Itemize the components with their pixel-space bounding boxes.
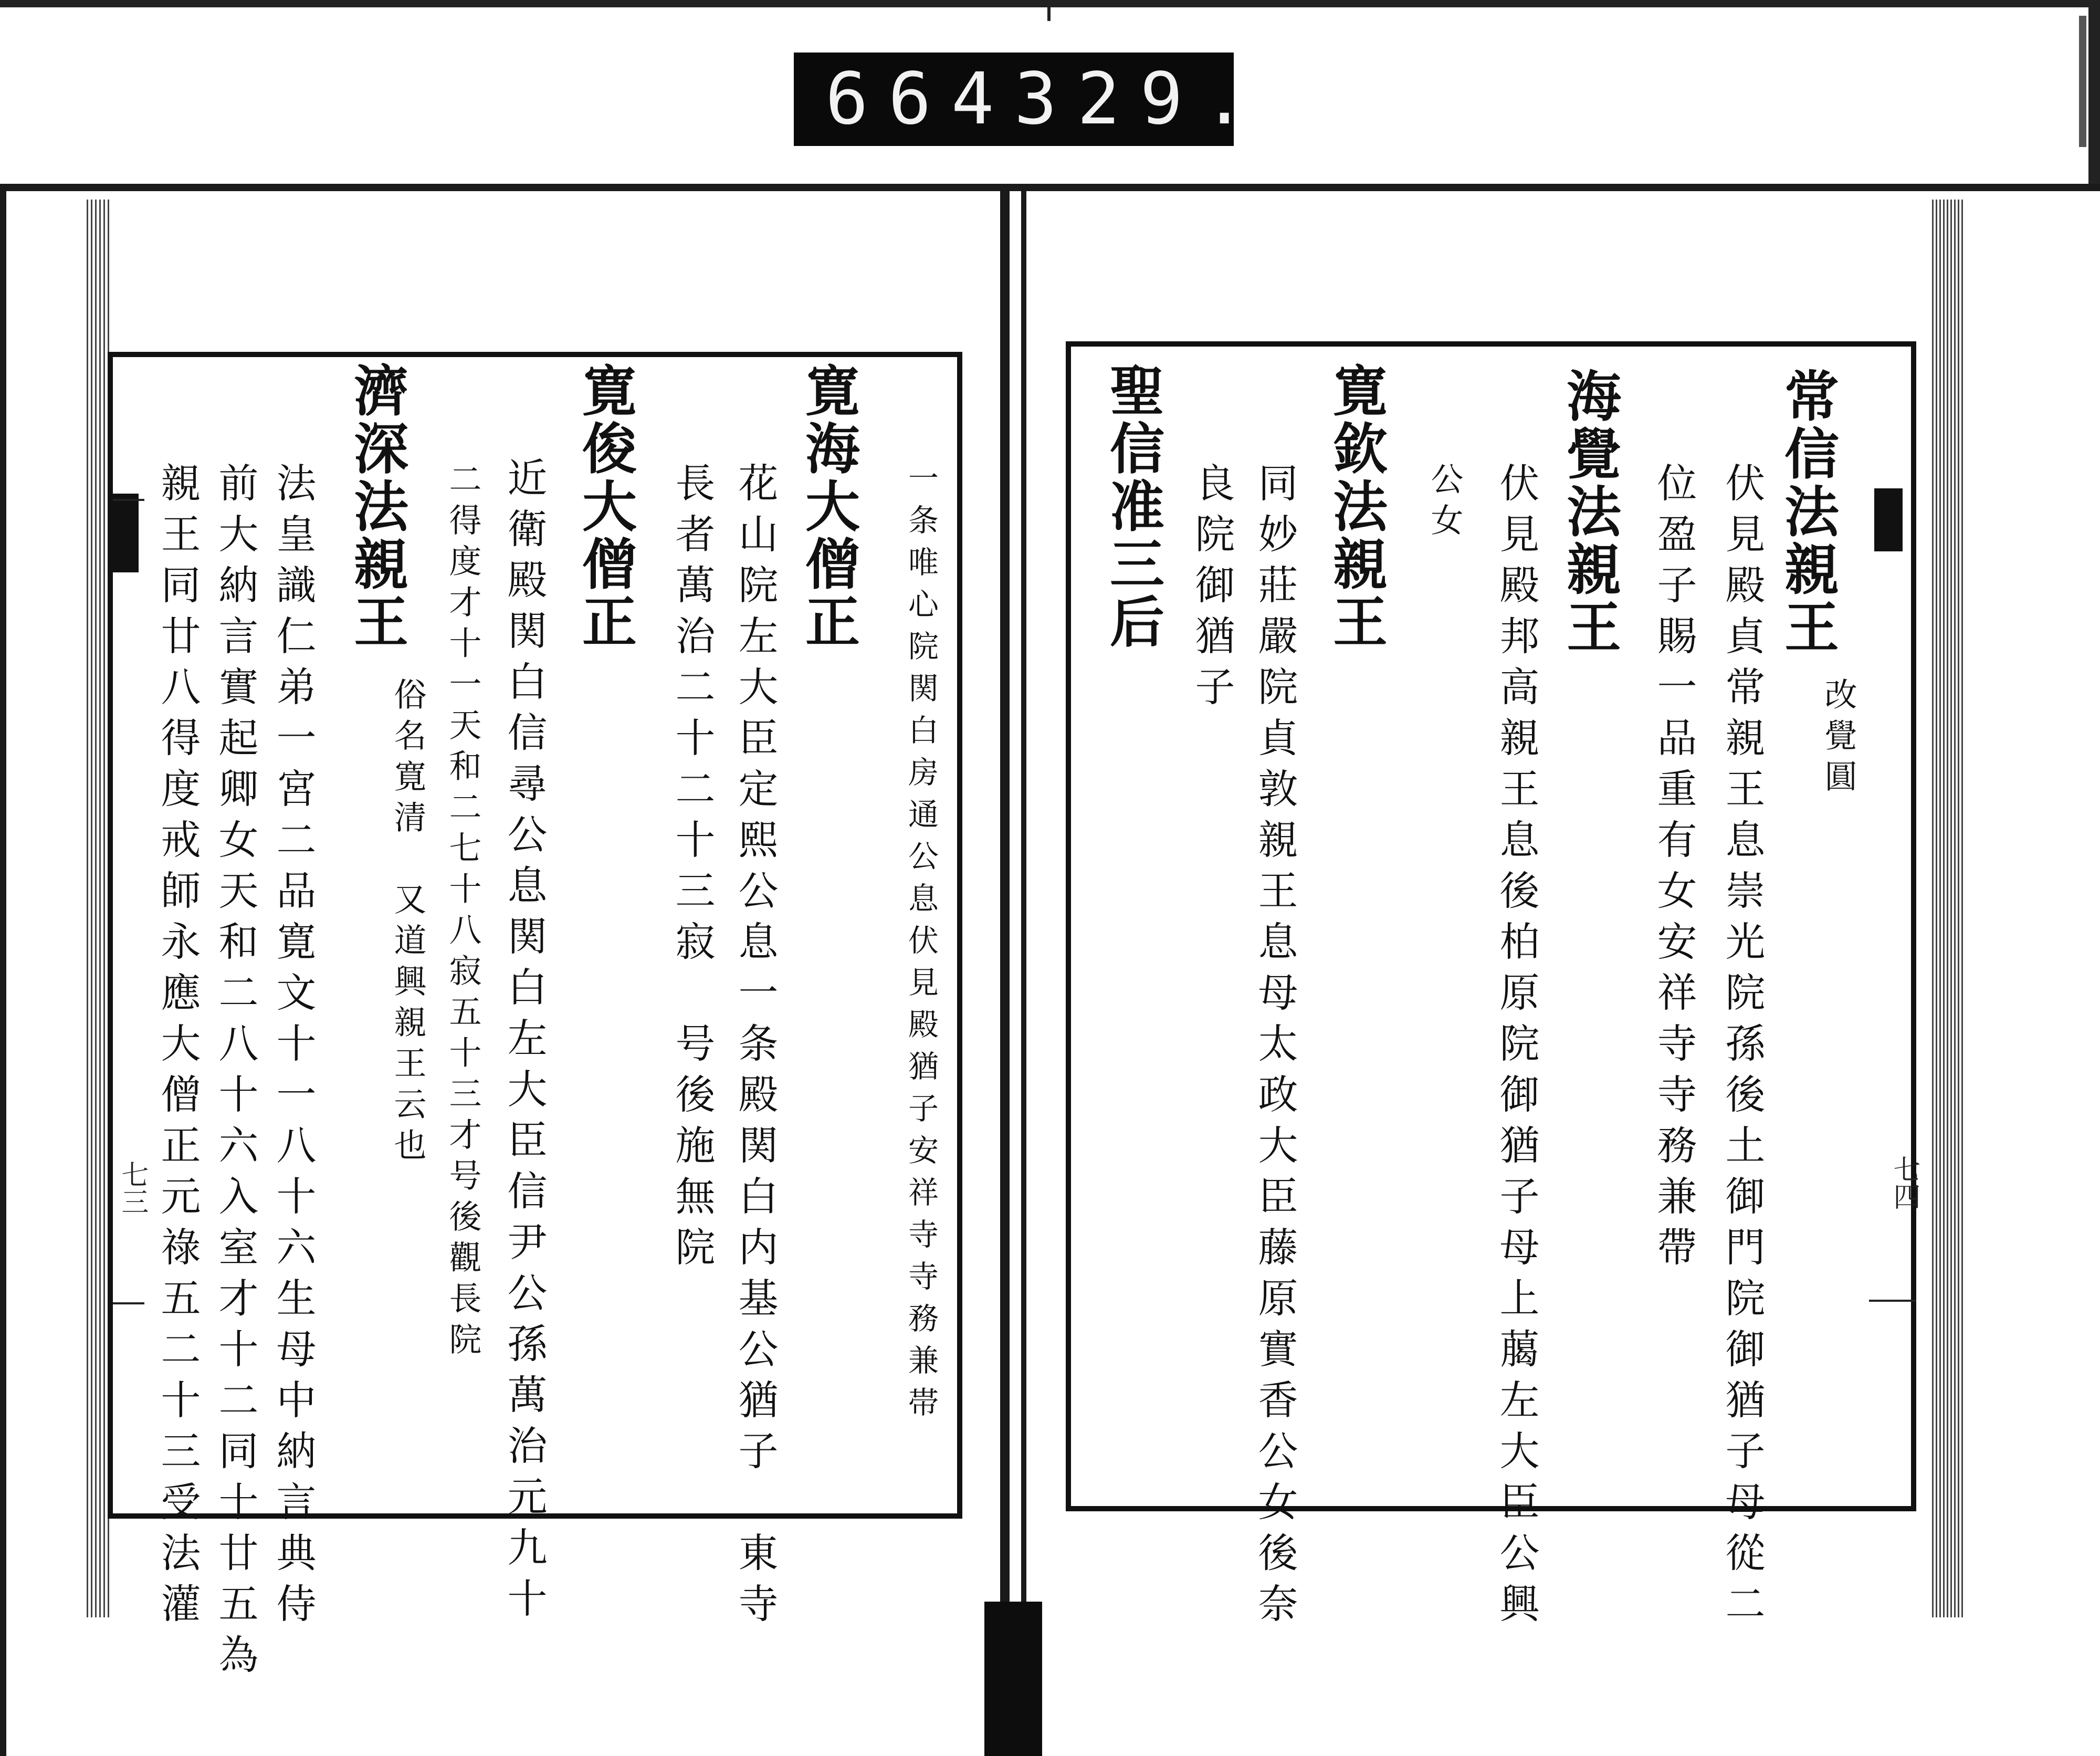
entry-note: 改覺圓 (1819, 677, 1857, 800)
catalog-label (794, 53, 1266, 146)
entry-title: 寛欽法親王 (1324, 362, 1388, 651)
entry-title: 常信法親王 (1775, 368, 1840, 656)
entry-line: 伏見殿貞常親王息崇光院孫後土御門院御猶子母從二 (1719, 462, 1766, 1634)
entry-line: 公女 (1425, 462, 1464, 544)
entry-title: 寛俊大僧正 (573, 362, 637, 651)
scan-border-mark (2079, 16, 2086, 147)
entry-line: 良院御猶子 (1189, 462, 1235, 717)
entry-line: 長者萬治二十二十三寂 号後施無院 (669, 462, 716, 1277)
right-page-tab (1874, 488, 1903, 551)
book-left-edge (0, 189, 6, 1756)
folio-number-left: 七三 (117, 1161, 148, 1215)
book-spine-block (984, 1602, 1042, 1756)
entry-title: 聖信准三后 (1100, 362, 1165, 651)
entry-line: 前大納言實起卿女天和二八十六入室才十二同十廿五為 (212, 462, 259, 1685)
entry-line: 伏見殿邦高親王息後柏原院御猶子母上﨟左大臣公興 (1493, 462, 1540, 1634)
book-top-edge (0, 184, 2100, 191)
scan-border-right (2088, 0, 2100, 189)
book-spine (1000, 184, 1010, 1633)
catalog-number-page: 329. (1014, 58, 1266, 141)
folio-number-right: 七四 (1888, 1155, 1920, 1210)
left-margin-rule (113, 1302, 144, 1304)
entry-line: 近衛殿関白信尋公息関白左大臣信尹公孫萬治元九十 (501, 457, 548, 1628)
entry-title: 寛海大僧正 (796, 362, 860, 651)
left-page-tab (110, 494, 139, 572)
entry-line: 俗名寛清 又道興親王云也 (388, 677, 427, 1169)
entry-title: 海覺法親王 (1557, 368, 1622, 656)
entry-line: 位盈子賜一品重有女安祥寺寺務兼帶 (1651, 462, 1697, 1277)
entry-line: 親王同廿八得度戒師永應大僧正元祿五二十三受法灌 (154, 462, 201, 1634)
entry-line: 同妙莊嚴院貞敦親王息母太政大臣藤原實香公女後奈 (1252, 462, 1298, 1634)
entry-line: 二得度才十一天和二七十八寂五十三才号後觀長院 (444, 462, 482, 1363)
right-margin-rule (1869, 1300, 1916, 1302)
left-margin-rule (113, 499, 144, 501)
scan-center-tick (1047, 0, 1051, 21)
entry-line: 法皇識仁弟一宮二品寛文十一八十六生母中納言典侍 (270, 462, 317, 1634)
entry-line: 花山院左大臣定熙公息一条殿関白内基公猶子 東寺 (732, 462, 779, 1634)
catalog-number-volume: 664 (825, 58, 1014, 141)
page-stack-right (1932, 200, 1964, 1617)
header-line: 一条唯心院関白房通公息伏見殿猶子安祥寺寺務兼帯 (903, 462, 939, 1428)
book-spine-inner (1021, 184, 1026, 1633)
entry-title: 濟深法親王 (344, 362, 409, 651)
